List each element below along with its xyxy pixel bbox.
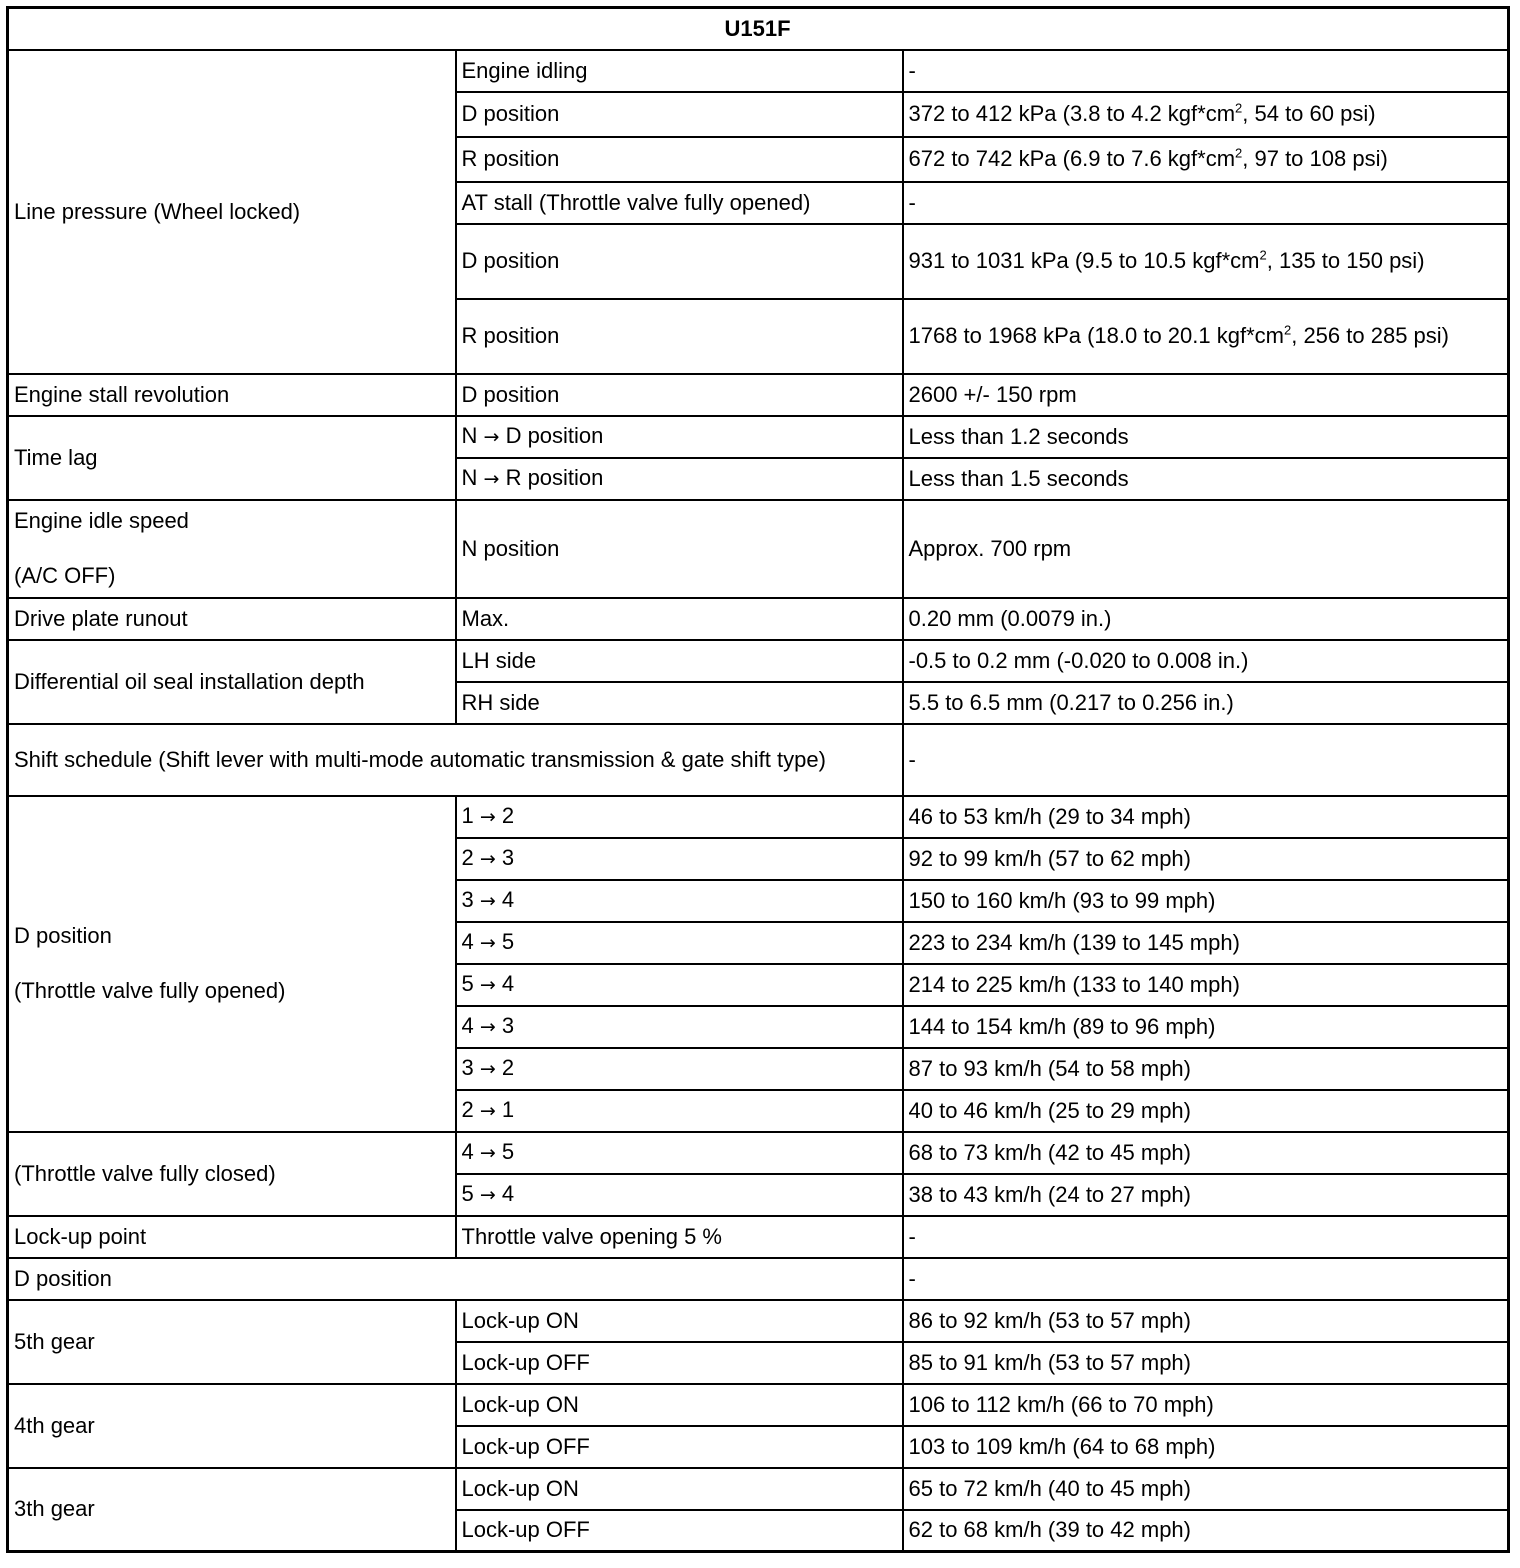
table-row [8, 640, 1509, 682]
condition-cell [456, 416, 903, 458]
from-state: N [461, 423, 478, 448]
from-gear: 4 [461, 1139, 474, 1164]
shift-cell [456, 796, 903, 838]
arrow-right-icon: → [483, 468, 500, 490]
value-cell [903, 92, 1509, 137]
condition-cell: Lock-up ON [456, 1384, 903, 1426]
shift-cell [456, 838, 903, 880]
value-text: 1768 to 1968 kPa (18.0 to 20.1 kgf*cm [908, 323, 1284, 348]
table-row [8, 796, 1509, 838]
condition-cell: Lock-up ON [456, 1468, 903, 1510]
value-cell: 5.5 to 6.5 mm (0.217 to 0.256 in.) [903, 682, 1509, 724]
value-cell: - [903, 50, 1509, 92]
from-gear: 2 [461, 1097, 474, 1122]
idle-speed-label [8, 500, 456, 598]
value-cell: 40 to 46 km/h (25 to 29 mph) [903, 1090, 1509, 1132]
value-cell: 65 to 72 km/h (40 to 45 mph) [903, 1468, 1509, 1510]
gear-label: 4th gear [8, 1384, 456, 1468]
shift-cell [456, 1048, 903, 1090]
arrow-right-icon: → [479, 848, 496, 870]
condition-cell: Throttle valve opening 5 % [456, 1216, 903, 1258]
from-gear: 5 [461, 1181, 474, 1206]
value-cell: 87 to 93 km/h (54 to 58 mph) [903, 1048, 1509, 1090]
value-text-tail: , 97 to 108 psi) [1242, 146, 1388, 171]
value-cell: 68 to 73 km/h (42 to 45 mph) [903, 1132, 1509, 1174]
value-cell: 2600 +/- 150 rpm [903, 374, 1509, 416]
label-line: (A/C OFF) [14, 563, 116, 588]
to-gear: 4 [501, 971, 515, 996]
shift-cell [456, 1174, 903, 1216]
value-cell: 106 to 112 km/h (66 to 70 mph) [903, 1384, 1509, 1426]
to-gear: 1 [501, 1097, 515, 1122]
value-cell: 62 to 68 km/h (39 to 42 mph) [903, 1510, 1509, 1552]
condition-cell [456, 458, 903, 500]
value-text-tail: , 54 to 60 psi) [1242, 101, 1376, 126]
gear-label: 3th gear [8, 1468, 456, 1552]
value-cell [903, 224, 1509, 299]
label-line: (Throttle valve fully opened) [14, 978, 286, 1003]
condition-cell: D position [456, 92, 903, 137]
time-lag-label: Time lag [8, 416, 456, 500]
value-cell: 214 to 225 km/h (133 to 140 mph) [903, 964, 1509, 1006]
condition-cell: R position [456, 137, 903, 182]
line-pressure-label: Line pressure (Wheel locked) [8, 50, 456, 374]
value-cell: - [903, 1258, 1509, 1300]
from-gear: 2 [461, 845, 474, 870]
condition-cell: Lock-up OFF [456, 1426, 903, 1468]
from-gear: 4 [461, 1013, 474, 1038]
value-cell: 223 to 234 km/h (139 to 145 mph) [903, 922, 1509, 964]
condition-cell: RH side [456, 682, 903, 724]
to-gear: 5 [501, 929, 515, 954]
value-cell: - [903, 1216, 1509, 1258]
shift-cell [456, 1006, 903, 1048]
value-cell: 85 to 91 km/h (53 to 57 mph) [903, 1342, 1509, 1384]
d-position-open-label [8, 796, 456, 1132]
to-gear: 4 [501, 887, 515, 912]
value-cell: Approx. 700 rpm [903, 500, 1509, 598]
table-row [8, 374, 1509, 416]
value-cell: 0.20 mm (0.0079 in.) [903, 598, 1509, 640]
to-state: D position [505, 423, 604, 448]
value-cell: 144 to 154 km/h (89 to 96 mph) [903, 1006, 1509, 1048]
arrow-right-icon: → [479, 932, 496, 954]
condition-cell: D position [456, 374, 903, 416]
arrow-right-icon: → [483, 426, 500, 448]
condition-cell: Lock-up OFF [456, 1510, 903, 1552]
table-row [8, 724, 1509, 796]
value-text: 931 to 1031 kPa (9.5 to 10.5 kgf*cm [908, 248, 1260, 273]
value-cell: 46 to 53 km/h (29 to 34 mph) [903, 796, 1509, 838]
lockup-point-label: Lock-up point [8, 1216, 456, 1258]
superscript: 2 [1235, 100, 1243, 116]
condition-cell: D position [456, 224, 903, 299]
superscript: 2 [1259, 247, 1267, 263]
value-cell: 150 to 160 km/h (93 to 99 mph) [903, 880, 1509, 922]
from-gear: 3 [461, 1055, 474, 1080]
value-text: 672 to 742 kPa (6.9 to 7.6 kgf*cm [908, 146, 1236, 171]
value-cell: Less than 1.2 seconds [903, 416, 1509, 458]
value-text-tail: , 135 to 150 psi) [1266, 248, 1425, 273]
table-row [8, 1468, 1509, 1510]
diff-oil-seal-label: Differential oil seal installation depth [8, 640, 456, 724]
value-cell: 103 to 109 km/h (64 to 68 mph) [903, 1426, 1509, 1468]
from-gear: 4 [461, 929, 474, 954]
lockup-d-position-label: D position [8, 1258, 903, 1300]
to-gear: 4 [501, 1181, 515, 1206]
table-row [8, 500, 1509, 598]
value-text: 372 to 412 kPa (3.8 to 4.2 kgf*cm [908, 101, 1236, 126]
shift-cell [456, 922, 903, 964]
condition-cell: R position [456, 299, 903, 374]
table-row [8, 1132, 1509, 1174]
to-gear: 5 [501, 1139, 515, 1164]
to-gear: 2 [501, 803, 515, 828]
superscript: 2 [1283, 322, 1292, 338]
table-row [8, 416, 1509, 458]
table-row [8, 598, 1509, 640]
engine-stall-label: Engine stall revolution [8, 374, 456, 416]
to-gear: 3 [501, 1013, 515, 1038]
condition-cell: Max. [456, 598, 903, 640]
table-row [8, 1384, 1509, 1426]
drive-plate-label: Drive plate runout [8, 598, 456, 640]
spec-sheet [6, 6, 1510, 1553]
gear-label: 5th gear [8, 1300, 456, 1384]
arrow-right-icon: → [479, 890, 496, 912]
table-row [8, 1300, 1509, 1342]
value-cell [903, 137, 1509, 182]
condition-cell: LH side [456, 640, 903, 682]
shift-cell [456, 1132, 903, 1174]
from-gear: 5 [461, 971, 474, 996]
arrow-right-icon: → [479, 1016, 496, 1038]
condition-cell: Engine idling [456, 50, 903, 92]
arrow-right-icon: → [479, 1142, 496, 1164]
table-title: U151F [8, 8, 1509, 50]
from-state: N [461, 465, 478, 490]
shift-cell [456, 964, 903, 1006]
table-row [8, 1216, 1509, 1258]
value-cell: 92 to 99 km/h (57 to 62 mph) [903, 838, 1509, 880]
arrow-right-icon: → [479, 1184, 496, 1206]
throttle-closed-label: (Throttle valve fully closed) [8, 1132, 456, 1216]
condition-cell: Lock-up OFF [456, 1342, 903, 1384]
value-cell: -0.5 to 0.2 mm (-0.020 to 0.008 in.) [903, 640, 1509, 682]
table-row [8, 1258, 1509, 1300]
value-cell: - [903, 182, 1509, 224]
value-cell: - [903, 724, 1509, 796]
value-cell: 86 to 92 km/h (53 to 57 mph) [903, 1300, 1509, 1342]
arrow-right-icon: → [479, 974, 496, 996]
label-line: D position [14, 923, 112, 948]
value-cell [903, 299, 1509, 374]
from-gear: 3 [461, 887, 474, 912]
shift-cell [456, 880, 903, 922]
spec-table [6, 6, 1510, 1553]
table-header-row [8, 8, 1509, 50]
arrow-right-icon: → [479, 806, 496, 828]
condition-cell: Lock-up ON [456, 1300, 903, 1342]
shift-cell [456, 1090, 903, 1132]
value-cell: 38 to 43 km/h (24 to 27 mph) [903, 1174, 1509, 1216]
to-gear: 3 [501, 845, 515, 870]
shift-schedule-label: Shift schedule (Shift lever with multi-mode automatic transmission & gate shift type) [8, 724, 903, 796]
from-gear: 1 [461, 803, 474, 828]
to-state: R position [505, 465, 604, 490]
label-line: Engine idle speed [14, 508, 189, 533]
arrow-right-icon: → [479, 1058, 496, 1080]
value-cell: Less than 1.5 seconds [903, 458, 1509, 500]
value-text-tail: , 256 to 285 psi) [1291, 323, 1449, 348]
superscript: 2 [1235, 145, 1243, 161]
to-gear: 2 [501, 1055, 515, 1080]
table-row [8, 50, 1509, 92]
arrow-right-icon: → [479, 1100, 496, 1122]
condition-cell: N position [456, 500, 903, 598]
condition-cell: AT stall (Throttle valve fully opened) [456, 182, 903, 224]
